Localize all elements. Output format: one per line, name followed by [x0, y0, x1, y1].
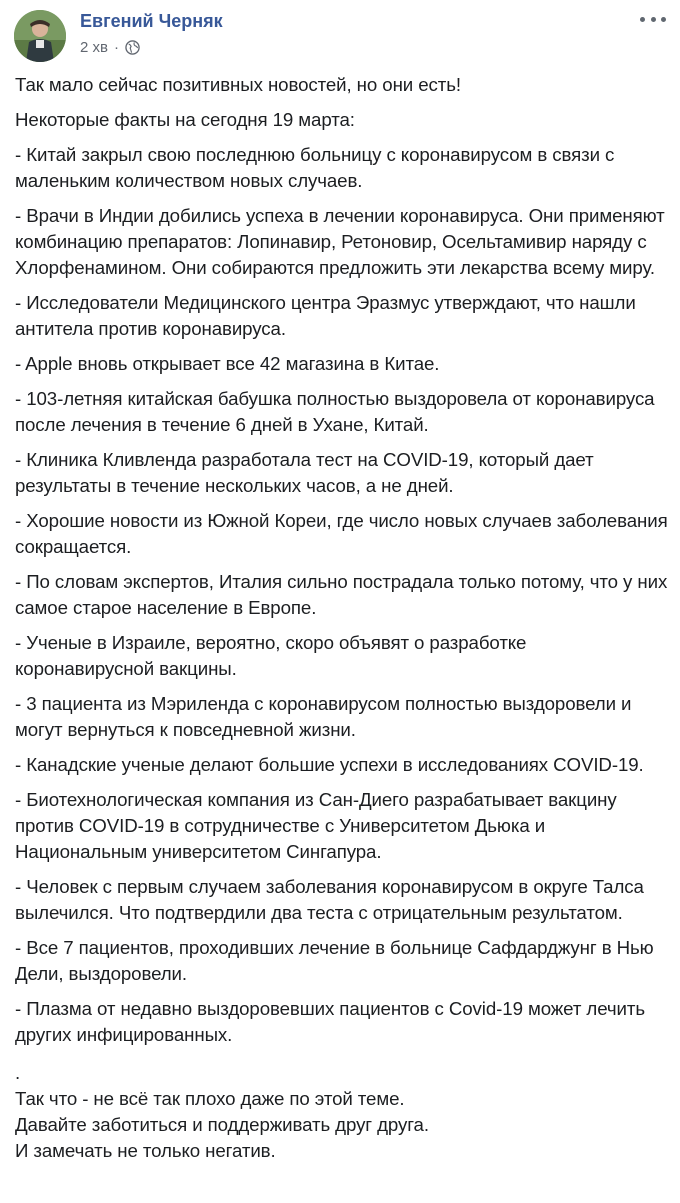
post-paragraph: Некоторые факты на сегодня 19 марта:	[15, 109, 355, 130]
post-paragraph: - Исследователи Медицинского центра Эразмус утверждают, что нашли антитела против коронавируса.	[15, 292, 636, 339]
closing-lines	[15, 1060, 670, 1164]
avatar[interactable]	[14, 10, 66, 62]
post-header	[14, 8, 666, 62]
closing-line: .	[15, 1062, 21, 1083]
post-paragraph: - Ученые в Израиле, вероятно, скоро объявят о разработке коронавирусной вакцины.	[15, 632, 527, 679]
closing-line: Давайте заботиться и поддерживать друг друга.	[15, 1114, 429, 1135]
author-name[interactable]: Евгений Черняк	[80, 11, 223, 31]
post-paragraph: - Китай закрыл свою последнюю больницу с коронавирусом в связи с маленьким количеством новых случаев.	[15, 144, 615, 191]
post-paragraph: - По словам экспертов, Италия сильно пострадала только потому, что у них самое старое население в Европе.	[15, 571, 668, 618]
post-paragraph: - Человек с первым случаем заболевания коронавирусом в округе Талса вылечился. Что подтвердили два теста с отрицательным результатом.	[15, 876, 644, 923]
post-paragraph: - Плазма от недавно выздоровевших пациентов с Covid-19 может лечить других инфицированных.	[15, 998, 645, 1045]
globe-icon[interactable]	[125, 40, 140, 55]
avatar-photo	[14, 10, 66, 62]
meta-separator: ·	[113, 39, 119, 56]
post-paragraph: - Канадские ученые делают большие успехи в исследованиях COVID-19.	[15, 754, 644, 775]
post-paragraph: - 3 пациента из Мэриленда с коронавирусом полностью выздоровели и могут вернуться к повседневной жизни.	[15, 693, 632, 740]
post-paragraph: Так мало сейчас позитивных новостей, но они есть!	[15, 74, 461, 95]
post-paragraph: - Клиника Кливленда разработала тест на COVID-19, который дает результаты в течение нескольких часов, а не дней.	[15, 449, 594, 496]
closing-line: Так что - не всё так плохо даже по этой теме.	[15, 1088, 405, 1109]
post-paragraph: - Биотехнологическая компания из Сан-Диего разрабатывает вакцину против COVID-19 в сотрудничестве с Университетом Дьюка и Национальным университетом Сингапура.	[15, 789, 617, 862]
post-paragraph: - Врачи в Индии добились успеха в лечении коронавируса. Они применяют комбинацию препаратов: Лопинавир, Ретоновир, Осельтамивир наряду с Хлорфенамином. Они собираются предложить эти лекарства всему миру.	[15, 205, 665, 278]
post-paragraph: - Apple вновь открывает все 42 магазина в Китае.	[15, 353, 440, 374]
post-meta	[80, 39, 140, 56]
post-timestamp[interactable]: 2 хв	[80, 39, 108, 56]
post-paragraph: - 103-летняя китайская бабушка полностью выздоровела от коронавируса после лечения в течение 6 дней в Ухане, Китай.	[15, 388, 655, 435]
closing-line: И замечать не только негатив.	[15, 1140, 276, 1161]
post-paragraph: - Все 7 пациентов, проходивших лечение в больнице Сафдарджунг в Нью Дели, выздоровели.	[15, 937, 654, 984]
post-text	[15, 72, 670, 1164]
post-paragraph: - Хорошие новости из Южной Кореи, где число новых случаев заболевания сокращается.	[15, 510, 668, 557]
more-options-icon[interactable]	[640, 10, 666, 28]
